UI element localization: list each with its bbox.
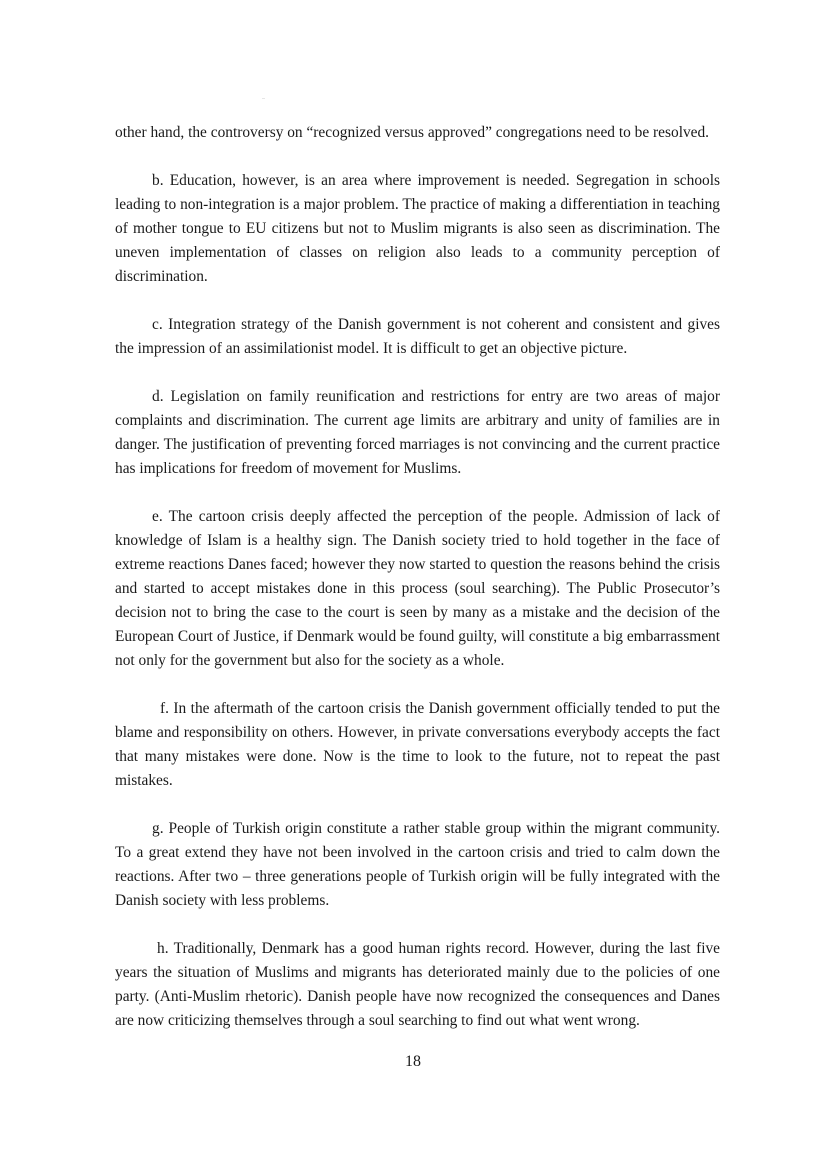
paragraph-h-human-rights: h. Traditionally, Denmark has a good human rights record. However, during the last five years the situation of Muslims and migrants has deteriorated mainly due to the policies of one party. (Anti-Muslim rhetoric). Danish people have now recognized the consequences and Danes are now criticizing themselves through a soul searching to find out what went wrong. <box>115 940 720 1029</box>
body-text <box>115 121 720 1057</box>
paragraph-b-education: b. Education, however, is an area where improvement is needed. Segregation in schools leading to non-integration is a major problem. The practice of making a differentiation in teaching of mother tongue to EU citizens but not to Muslim migrants is also seen as discrimination. The uneven implementation of classes on religion also leads to a community perception of discrimination. <box>115 172 720 285</box>
scan-speck <box>262 98 265 99</box>
paragraph-continuation: other hand, the controversy on “recognized versus approved” congregations need to be resolved. <box>115 124 710 141</box>
paragraph-c-integration-strategy: c. Integration strategy of the Danish government is not coherent and consistent and gives the impression of an assimilationist model. It is difficult to get an objective picture. <box>115 316 720 357</box>
paragraph-e-cartoon-crisis: e. The cartoon crisis deeply affected the perception of the people. Admission of lack of knowledge of Islam is a healthy sign. The Danish society tried to hold together in the face of extreme reactions Danes faced; however they now started to question the reasons behind the crisis and started to accept mistakes done in this process (soul searching). The Public Prosecutor’s decision not to bring the case to the court is seen by many as a mistake and the decision of the European Court of Justice, if Denmark would be found guilty, will constitute a big embarrassment not only for the government but also for the society as a whole. <box>115 508 720 669</box>
paragraph-d-family-reunification: d. Legislation on family reunification and restrictions for entry are two areas of major complaints and discrimination. The current age limits are arbitrary and unity of families are in danger. The justification of preventing forced marriages is not convincing and the current practice has implications for freedom of movement for Muslims. <box>115 388 720 477</box>
page-number: 18 <box>405 1053 421 1070</box>
paragraph-f-aftermath: f. In the aftermath of the cartoon crisis the Danish government officially tended to put the blame and responsibility on others. However, in private conversations everybody accepts the fact that many mistakes were done. Now is the time to look to the future, not to repeat the past mistakes. <box>115 700 720 789</box>
paragraph-g-turkish-origin: g. People of Turkish origin constitute a rather stable group within the migrant community. To a great extend they have not been involved in the cartoon crisis and tried to calm down the reactions. After two – three generations people of Turkish origin will be fully integrated with the Danish society with less problems. <box>115 820 720 909</box>
